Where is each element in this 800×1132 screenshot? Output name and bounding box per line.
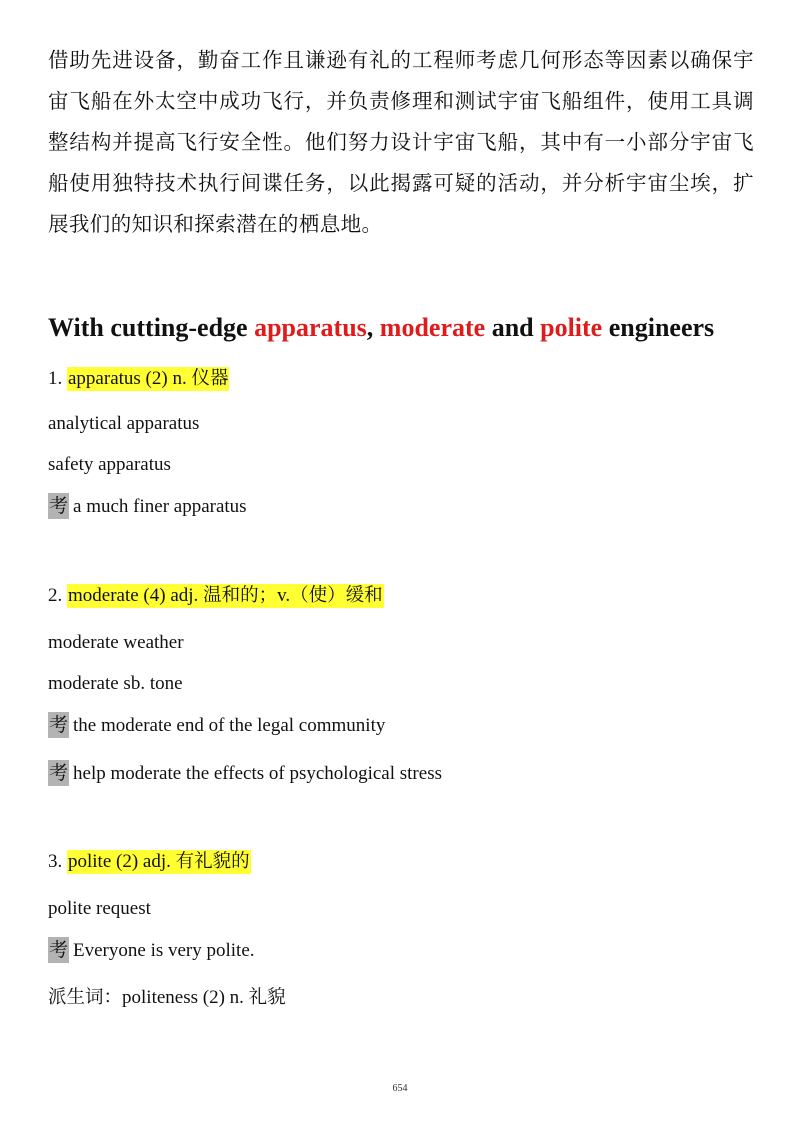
- exam-phrase: [48, 712, 385, 739]
- derivative-chinese: 礼貌: [248, 987, 286, 1008]
- exam-marker: 考: [49, 495, 69, 517]
- heading-keyword-moderate: moderate: [379, 313, 486, 342]
- derivative-label: 派生词：: [48, 987, 123, 1008]
- entry-headword-apparatus: [48, 366, 229, 392]
- exam-phrase: [48, 937, 255, 964]
- headword-highlight: [67, 584, 384, 608]
- section-heading: [48, 308, 714, 348]
- exam-phrase-text: the moderate end of the legal community: [73, 715, 386, 736]
- derivative-line: [48, 985, 286, 1011]
- exam-marker: 考: [49, 714, 69, 736]
- headword-chinese: 温和的；: [203, 585, 278, 606]
- heading-part-3: and: [485, 313, 541, 342]
- exam-phrase-text: a much finer apparatus: [73, 496, 247, 517]
- phrase: moderate weather: [48, 632, 184, 653]
- headword-chinese: 仪器: [191, 368, 229, 389]
- entry-headword-moderate: [48, 583, 384, 609]
- heading-part-4: engineers: [602, 313, 715, 342]
- page-number: 654: [392, 1083, 408, 1094]
- exam-phrase-text: help moderate the effects of psychological stress: [73, 763, 442, 784]
- entry-number: 3.: [48, 851, 67, 872]
- derivative-english: politeness (2) n.: [122, 987, 249, 1008]
- headword-english: polite (2) adj.: [68, 851, 176, 872]
- heading-part-1: With cutting-edge: [48, 313, 255, 342]
- headword-highlight: [67, 850, 251, 874]
- phrase: moderate sb. tone: [48, 673, 183, 694]
- headword-english: moderate (4) adj.: [68, 585, 204, 606]
- exam-marker: 考: [49, 939, 69, 961]
- phrase: analytical apparatus: [48, 413, 200, 434]
- exam-phrase: [48, 493, 247, 520]
- headword-chinese-verb: （使）缓和: [290, 585, 383, 606]
- headword-chinese: 有礼貌的: [175, 851, 250, 872]
- phrase: safety apparatus: [48, 454, 171, 475]
- exam-marker: 考: [49, 762, 69, 784]
- headword-english: apparatus (2) n.: [68, 368, 192, 389]
- entry-number: 1.: [48, 368, 67, 389]
- heading-part-2: ,: [366, 313, 380, 342]
- intro-paragraph: 借助先进设备，勤奋工作且谦逊有礼的工程师考虑几何形态等因素以确保宇宙飞船在外太空中成功飞行，并负责修理和测试宇宙飞船组件，使用工具调整结构并提高飞行安全性。他们努力设计宇宙飞船，其中有一小部分宇宙飞船使用独特技术执行间谍任务，以此揭露可疑的活动，并分析宇宙尘埃，扩展我们的知识和探索潜在的栖息地。: [48, 48, 754, 236]
- heading-keyword-polite: polite: [540, 313, 603, 342]
- headword-highlight: [67, 367, 229, 391]
- entry-headword-polite: [48, 849, 251, 875]
- entry-number: 2.: [48, 585, 67, 606]
- headword-english-verb: v.: [277, 585, 291, 606]
- phrase: polite request: [48, 898, 151, 919]
- exam-phrase-text: Everyone is very polite.: [73, 940, 255, 961]
- heading-keyword-apparatus: apparatus: [254, 313, 367, 342]
- exam-phrase: [48, 760, 442, 787]
